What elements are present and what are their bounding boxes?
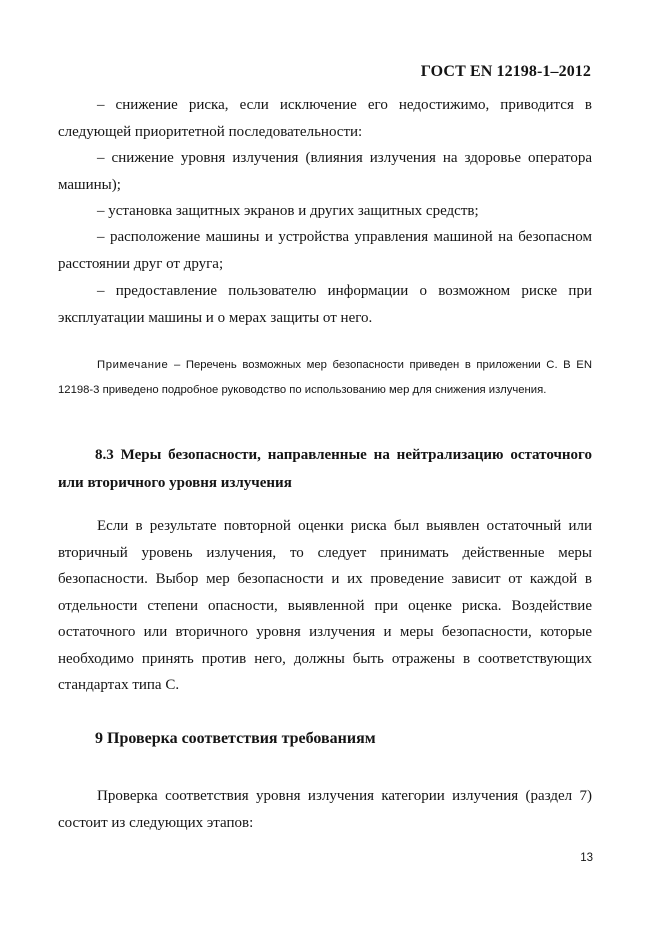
section-heading: 9 Проверка соответствия требованиям xyxy=(95,730,376,747)
note-label: Примечание xyxy=(97,359,169,371)
section-paragraph: Проверка соответствия уровня излучения категории излучения (раздел 7) состоит из следующих этапов: xyxy=(58,788,592,831)
list-item: – снижение уровня излучения (влияния излучения на здоровье оператора машины); xyxy=(58,150,592,193)
document-code-header: ГОСТ EN 12198-1–2012 xyxy=(420,63,591,80)
list-item: – снижение риска, если исключение его недостижимо, приводится в следующей приоритетной последовательности: xyxy=(58,97,592,140)
list-item: – предоставление пользователю информации о возможном риске при эксплуатации машины и о мерах защиты от него. xyxy=(58,283,592,326)
note-text: – Перечень возможных мер безопасности приведен в приложении С. В EN 12198-3 приведено подробное руководство по использованию мер для снижения излучения. xyxy=(58,359,592,396)
list-item: – расположение машины и устройства управления машиной на безопасном расстоянии друг от друга; xyxy=(58,229,592,272)
list-item: – установка защитных экранов и других защитных средств; xyxy=(97,203,479,219)
subsection-paragraph: Если в результате повторной оценки риска был выявлен остаточный или вторичный уровень излучения, то следует принимать действенные меры безопасности. Выбор мер безопасности и их проведение зависит от каждой в отдельности степени опасности, выявленной при оценке риска. Воздействие остаточного или вторичного уровня излучения и меры безопасности, которые необходимо принять против него, должны быть отражены в соответствующих стандартах типа С. xyxy=(58,518,592,693)
subsection-heading: 8.3 Меры безопасности, направленные на нейтрализацию остаточного или вторичного уровня излучения xyxy=(58,447,592,491)
note-block xyxy=(58,353,592,402)
page-number: 13 xyxy=(580,852,593,864)
